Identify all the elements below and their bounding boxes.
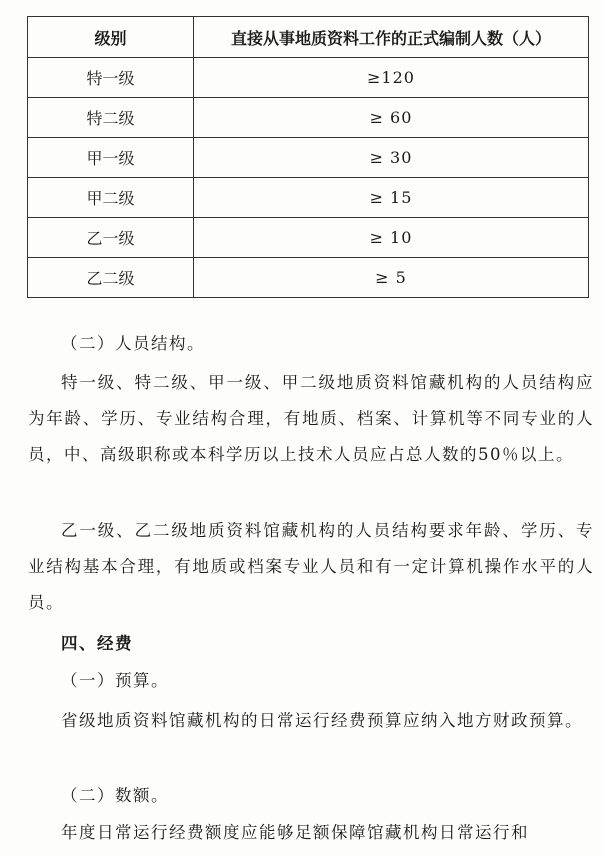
paragraph-amount: 年度日常运行经费额度应能够足额保障馆藏机构日常运行和 xyxy=(61,823,529,842)
cell-level: 乙二级 xyxy=(28,258,194,298)
header-staff-count: 直接从事地质资料工作的正式编制人数（人） xyxy=(194,17,589,58)
heading-staff-structure: （二）人员结构。 xyxy=(61,334,205,353)
heading-amount: （二）数额。 xyxy=(61,786,169,805)
cell-staff-count: ≥ 15 xyxy=(194,178,589,218)
staffing-table xyxy=(27,16,589,298)
paragraph-staff-structure-1: 特一级、特二级、甲一级、甲二级地质资料馆藏机构的人员结构应为年龄、学历、专业结构合理，有地质、档案、计算机等不同专业的人员，中、高级职称或本科学历以上技术人员应占总人数的50％以上。 xyxy=(28,373,594,464)
table-header-row xyxy=(28,17,589,58)
cell-level: 甲一级 xyxy=(28,138,194,178)
table-row xyxy=(28,138,589,178)
table-row xyxy=(28,58,589,98)
cell-staff-count: ≥ 10 xyxy=(194,218,589,258)
table-row xyxy=(28,218,589,258)
cell-staff-count: ≥120 xyxy=(194,58,589,98)
cell-staff-count: ≥ 60 xyxy=(194,98,589,138)
table-row xyxy=(28,98,589,138)
cell-level: 特二级 xyxy=(28,98,194,138)
table-row xyxy=(28,178,589,218)
paragraph-budget: 省级地质资料馆藏机构的日常运行经费预算应纳入地方财政预算。 xyxy=(61,711,583,730)
heading-budget: （一）预算。 xyxy=(61,671,169,690)
cell-staff-count: ≥ 5 xyxy=(194,258,589,298)
cell-staff-count: ≥ 30 xyxy=(194,138,589,178)
cell-level: 特一级 xyxy=(28,58,194,98)
cell-level: 甲二级 xyxy=(28,178,194,218)
header-level: 级别 xyxy=(28,17,194,58)
table-row xyxy=(28,258,589,298)
cell-level: 乙一级 xyxy=(28,218,194,258)
paragraph-staff-structure-2: 乙一级、乙二级地质资料馆藏机构的人员结构要求年龄、学历、专业结构基本合理，有地质或档案专业人员和有一定计算机操作水平的人员。 xyxy=(28,521,594,612)
heading-section-funding: 四、经费 xyxy=(61,634,133,653)
